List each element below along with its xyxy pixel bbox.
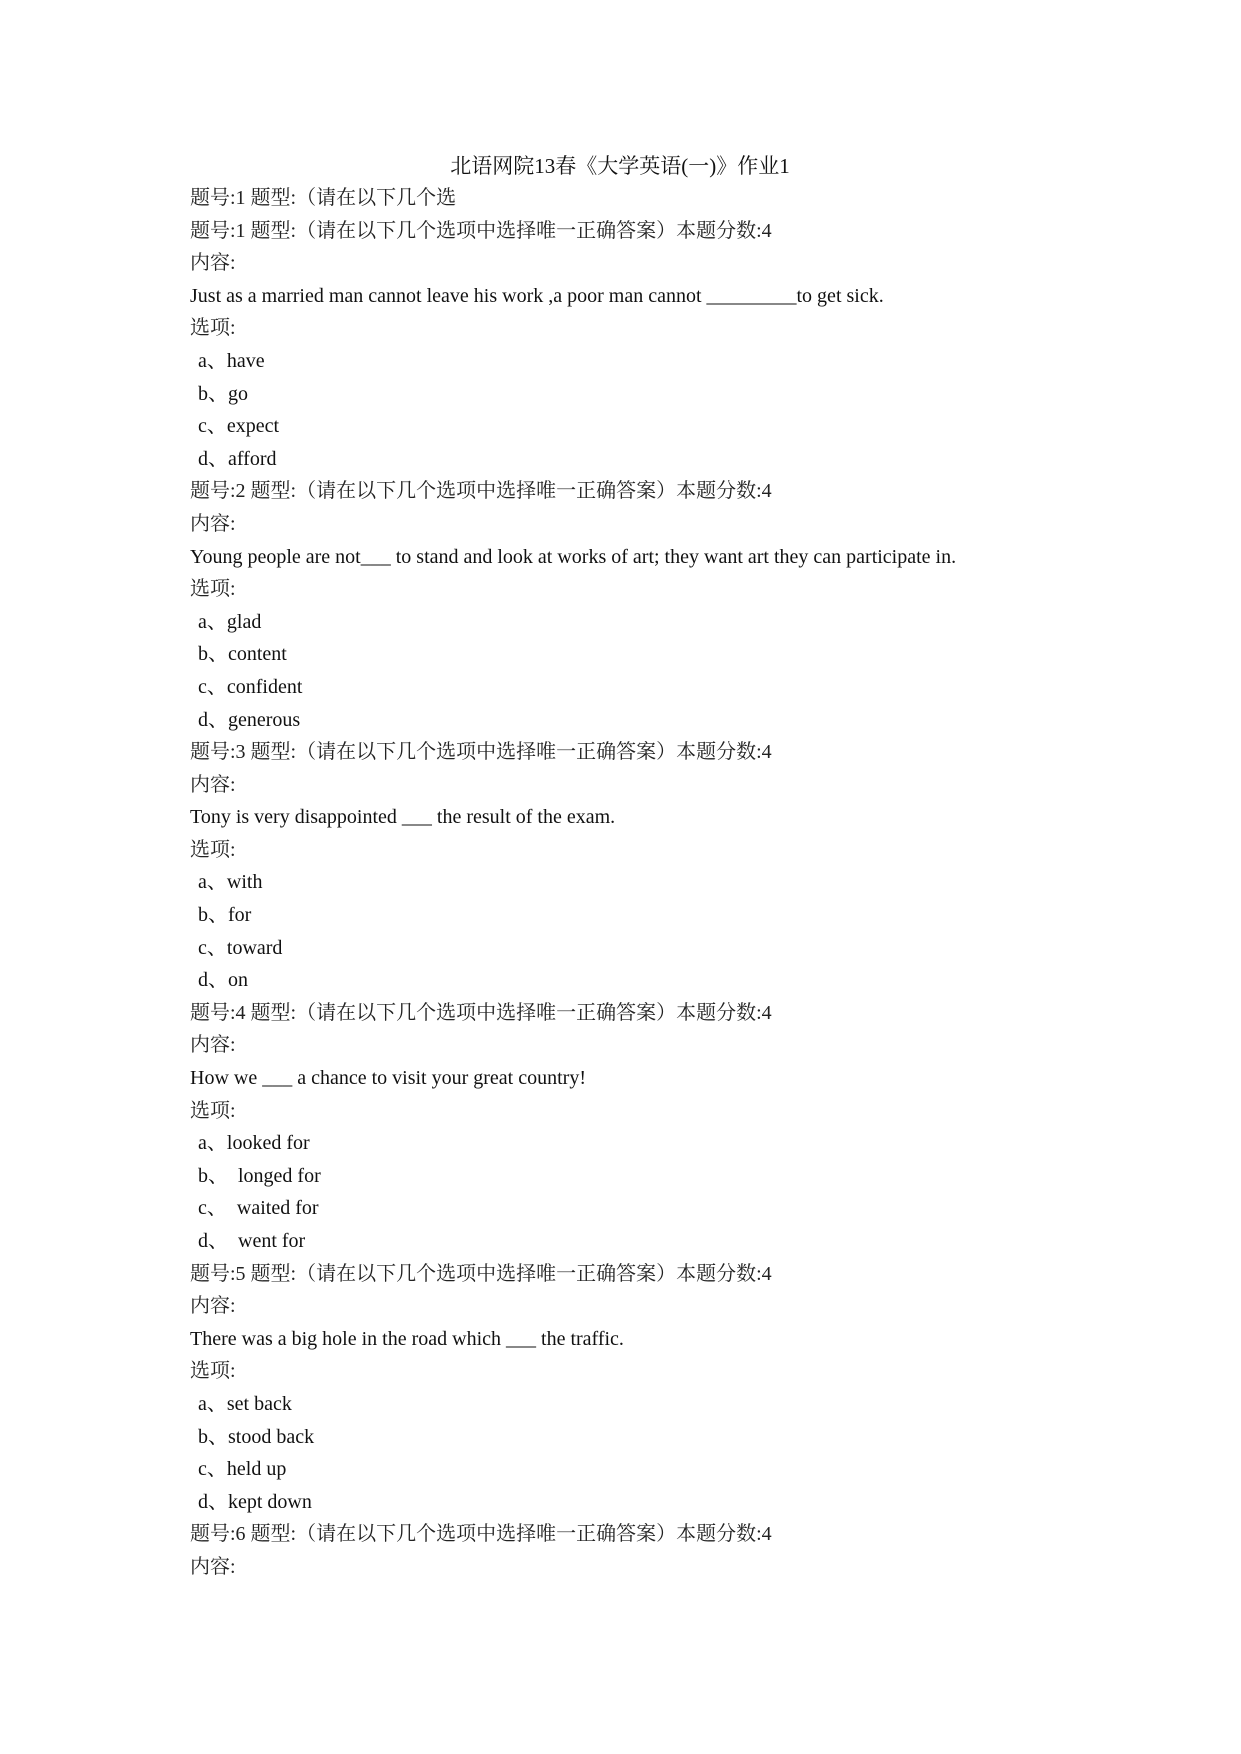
option-letter: b、 xyxy=(198,904,228,927)
option-letter: d、 xyxy=(198,447,228,470)
option-letter: b、 xyxy=(198,382,228,405)
question-stem: How we ___ a chance to visit your great country! xyxy=(190,1067,586,1090)
option-letter: a、 xyxy=(198,1392,227,1415)
option-item xyxy=(190,1453,1090,1486)
option-text: for xyxy=(228,904,252,927)
question-list xyxy=(190,215,1090,1519)
question-header: 题号:4 题型:（请在以下几个选项中选择唯一正确答案）本题分数:4 xyxy=(190,1001,772,1024)
option-text: stood back xyxy=(228,1425,315,1448)
option-letter: d、 xyxy=(198,708,228,731)
question-header: 题号:2 题型:（请在以下几个选项中选择唯一正确答案）本题分数:4 xyxy=(190,480,772,503)
question-block xyxy=(190,1258,1090,1519)
content-label: 内容: xyxy=(190,1295,236,1318)
option-text: afford xyxy=(228,447,277,470)
option-text: generous xyxy=(228,708,301,731)
option-letter: b、 xyxy=(198,1425,228,1448)
question-header: 题号:3 题型:（请在以下几个选项中选择唯一正确答案）本题分数:4 xyxy=(190,741,772,764)
options-label: 选项: xyxy=(190,838,236,861)
option-letter: c、 xyxy=(198,675,227,698)
question-header: 题号:5 题型:（请在以下几个选项中选择唯一正确答案）本题分数:4 xyxy=(190,1262,772,1285)
option-item xyxy=(190,1160,1090,1193)
question-stem: Just as a married man cannot leave his work ,a poor man cannot _________to get sick. xyxy=(190,284,884,307)
content-label: 内容: xyxy=(190,1034,236,1057)
option-item xyxy=(190,1421,1090,1454)
option-letter: d、 xyxy=(198,1230,228,1252)
truncated-question-header: 题号:1 题型:（请在以下几个选 xyxy=(190,187,457,209)
option-letter: c、 xyxy=(198,1458,227,1481)
question-block xyxy=(190,475,1090,736)
options-label: 选项: xyxy=(190,1360,236,1383)
option-text: longed for xyxy=(228,1164,321,1187)
option-item xyxy=(190,704,1090,737)
option-text: go xyxy=(228,382,248,405)
option-letter: c、 xyxy=(198,415,227,438)
content-label: 内容: xyxy=(190,252,236,275)
content-label: 内容: xyxy=(190,1555,236,1578)
content-label: 内容: xyxy=(190,512,236,535)
option-text: confident xyxy=(226,675,303,698)
document-page xyxy=(190,150,1090,1584)
option-item xyxy=(190,932,1090,965)
option-text: went for xyxy=(228,1230,306,1252)
option-item xyxy=(190,606,1090,639)
option-item xyxy=(190,899,1090,932)
option-letter: c、 xyxy=(198,1197,227,1220)
question-stem: There was a big hole in the road which ___ the traffic. xyxy=(190,1327,624,1350)
option-letter: d、 xyxy=(198,1490,228,1513)
option-letter: c、 xyxy=(198,936,227,959)
question-block xyxy=(190,736,1090,997)
options-label: 选项: xyxy=(190,1099,236,1122)
option-text: waited for xyxy=(226,1197,319,1220)
option-item xyxy=(190,1225,1090,1258)
question-stem: Tony is very disappointed ___ the result of the exam. xyxy=(190,806,616,829)
option-item xyxy=(190,1486,1090,1519)
document-title: 北语网院13春《大学英语(一)》作业1 xyxy=(450,154,790,178)
option-text: glad xyxy=(226,610,262,633)
option-letter: a、 xyxy=(198,349,227,372)
option-item xyxy=(190,1127,1090,1160)
option-text: held up xyxy=(226,1458,287,1481)
option-text: on xyxy=(228,969,248,992)
option-letter: b、 xyxy=(198,643,228,666)
option-text: have xyxy=(226,349,265,372)
option-item xyxy=(190,378,1090,411)
option-item xyxy=(190,1388,1090,1421)
question-stem: Young people are not___ to stand and look at works of art; they want art they can participate in. xyxy=(190,545,957,568)
options-label: 选项: xyxy=(190,578,236,601)
options-label: 选项: xyxy=(190,317,236,340)
option-text: set back xyxy=(226,1392,292,1415)
option-text: content xyxy=(228,643,287,666)
option-item xyxy=(190,345,1090,378)
option-text: toward xyxy=(226,936,283,959)
option-item xyxy=(190,866,1090,899)
question-block xyxy=(190,997,1090,1258)
option-letter: d、 xyxy=(198,969,228,992)
option-letter: a、 xyxy=(198,871,227,894)
option-item xyxy=(190,1192,1090,1225)
option-letter: a、 xyxy=(198,1132,227,1155)
option-item xyxy=(190,443,1090,476)
option-item xyxy=(190,638,1090,671)
question-header: 题号:1 题型:（请在以下几个选项中选择唯一正确答案）本题分数:4 xyxy=(190,219,772,242)
option-text: with xyxy=(226,871,263,894)
option-letter: a、 xyxy=(198,610,227,633)
question-block xyxy=(190,215,1090,476)
content-label: 内容: xyxy=(190,773,236,796)
option-text: expect xyxy=(226,415,280,438)
option-text: looked for xyxy=(226,1132,310,1155)
option-text: kept down xyxy=(228,1490,312,1513)
option-item xyxy=(190,410,1090,443)
question-header: 题号:6 题型:（请在以下几个选项中选择唯一正确答案）本题分数:4 xyxy=(190,1523,772,1546)
option-letter: b、 xyxy=(198,1164,228,1187)
option-item xyxy=(190,964,1090,997)
option-item xyxy=(190,671,1090,704)
